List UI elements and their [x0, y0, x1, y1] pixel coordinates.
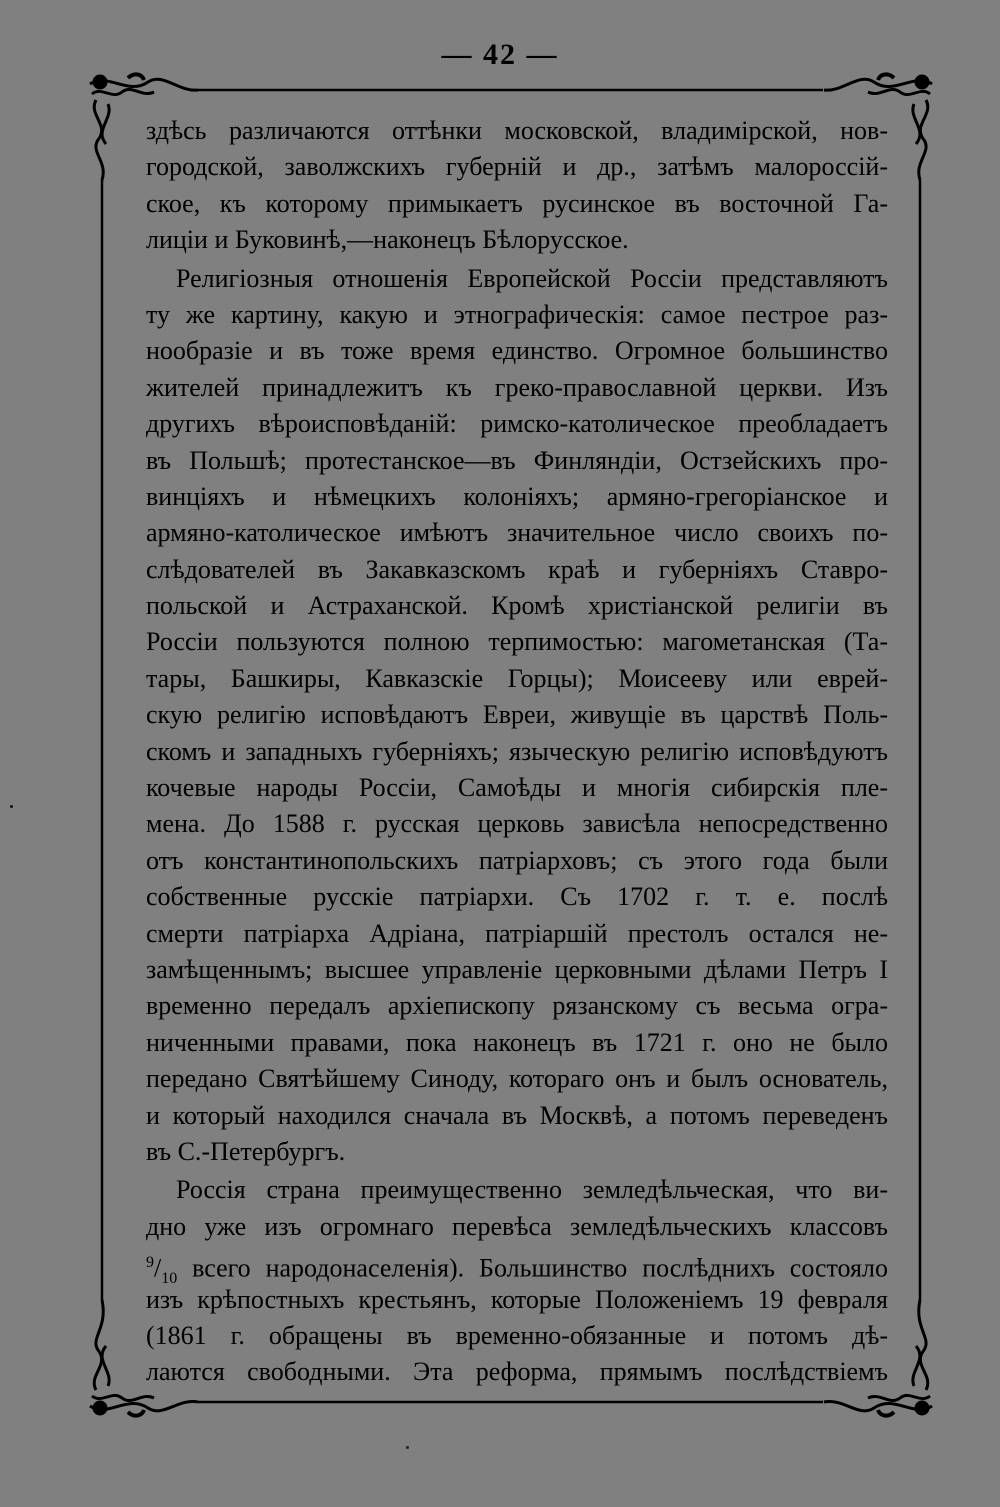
text-line: лиціи и Буковинѣ,—наконецъ Бѣлорусское.	[146, 225, 629, 255]
text-line: всего народонаселенія). Большинство послѣднихъ состояло	[192, 1253, 888, 1283]
paragraph	[146, 1172, 888, 1390]
text-line: кочевые народы Россіи, Самоѣды и многія сибирскія пле-	[146, 773, 888, 803]
text-line: лаются свободными. Эта реформа, прямымъ послѣдствіемъ	[146, 1357, 888, 1387]
text-line: другихъ вѣроисповѣданій: римско-католическое преобладаетъ	[146, 409, 888, 439]
fraction-denominator: 10	[161, 1269, 178, 1287]
page-number: — 42 —	[441, 38, 559, 71]
paragraph	[146, 261, 888, 1171]
text-line: въ С.-Петербургъ.	[146, 1136, 346, 1166]
text-line: собственные русскіе патріархи. Съ 1702 г. т. е. послѣ	[146, 882, 888, 912]
text-line: изъ крѣпостныхъ крестьянъ, которые Положеніемъ 19 февраля	[146, 1284, 888, 1314]
text-line: отъ константинопольскихъ патріарховъ; съ этого года были	[146, 845, 888, 875]
text-line: тары, Башкиры, Кавказскіе Горцы); Моисееву или еврей-	[146, 663, 888, 693]
stray-mark	[10, 805, 13, 808]
text-line: армяно-католическое имѣютъ значительное число своихъ по-	[146, 518, 888, 548]
text-line: польской и Астраханской. Кромѣ христіанской религіи въ	[146, 591, 888, 621]
text-line: скую религію исповѣдаютъ Евреи, живущіе въ царствѣ Поль-	[146, 700, 888, 730]
page-body	[146, 113, 888, 1391]
fraction-numerator: 9	[146, 1254, 154, 1272]
text-line: здѣсь различаются оттѣнки московской, владимірской, нов-	[146, 116, 888, 145]
text-line: (1861 г. обращены въ временно-обязанные и потомъ дѣ-	[146, 1320, 888, 1350]
stray-mark	[406, 1446, 409, 1449]
text-line: ниченными правами, пока наконецъ въ 1721 г. оно не было	[146, 1027, 888, 1057]
text-line: нообразіе и въ тоже время единство. Огромное большинство	[146, 336, 888, 366]
text-line-with-fraction: $^9/_{10}$ всего народонаселенія). Большинство послѣднихъ состояло	[146, 1253, 888, 1287]
text-line: ское, къ которому примыкаетъ русинское въ восточной Га-	[146, 188, 888, 218]
text-line: слѣдователей въ Закавказскомъ краѣ и губерніяхъ Ставро-	[146, 554, 888, 584]
text-line: Религіозныя отношенія Европейской Россіи представляютъ	[176, 263, 888, 293]
text-line: временно передалъ архіепископу рязанскому съ весьма огра-	[146, 991, 888, 1021]
text-line: винціяхъ и нѣмецкихъ колоніяхъ; армяно-грегоріанское и	[146, 481, 888, 511]
text-line: передано Святѣйшему Синоду, котораго онъ и былъ основатель,	[146, 1064, 888, 1094]
text-line: жителей принадлежитъ къ греко-православной церкви. Изъ	[146, 372, 888, 402]
text-line: и который находился сначала въ Москвѣ, а потомъ переведенъ	[146, 1100, 888, 1130]
text-line: Россія страна преимущественно земледѣльческая, что ви-	[176, 1175, 888, 1205]
text-line: мена. До 1588 г. русская церковь зависѣла непосредственно	[146, 809, 888, 839]
text-line: замѣщеннымъ; высшее управленіе церковными дѣлами Петръ I	[146, 954, 888, 984]
paragraph	[146, 113, 888, 259]
text-line: городской, заволжскихъ губерній и др., затѣмъ малороссій-	[146, 152, 888, 182]
text-line: скомъ и западныхъ губерніяхъ; языческую религію исповѣдуютъ	[146, 736, 888, 766]
text-line: дно уже изъ огромнаго перевѣса земледѣльческихъ классовъ	[146, 1211, 888, 1241]
text-line: смерти патріарха Адріана, патріаршій престолъ остался не-	[146, 918, 888, 948]
text-line: Россіи пользуются полною терпимостью: магометанская (Та-	[146, 627, 888, 657]
text-line: ту же картину, какую и этнографическія: самое пестрое раз-	[146, 299, 888, 329]
text-line: въ Польшѣ; протестанское—въ Финляндіи, Остзейскихъ про-	[146, 445, 888, 475]
